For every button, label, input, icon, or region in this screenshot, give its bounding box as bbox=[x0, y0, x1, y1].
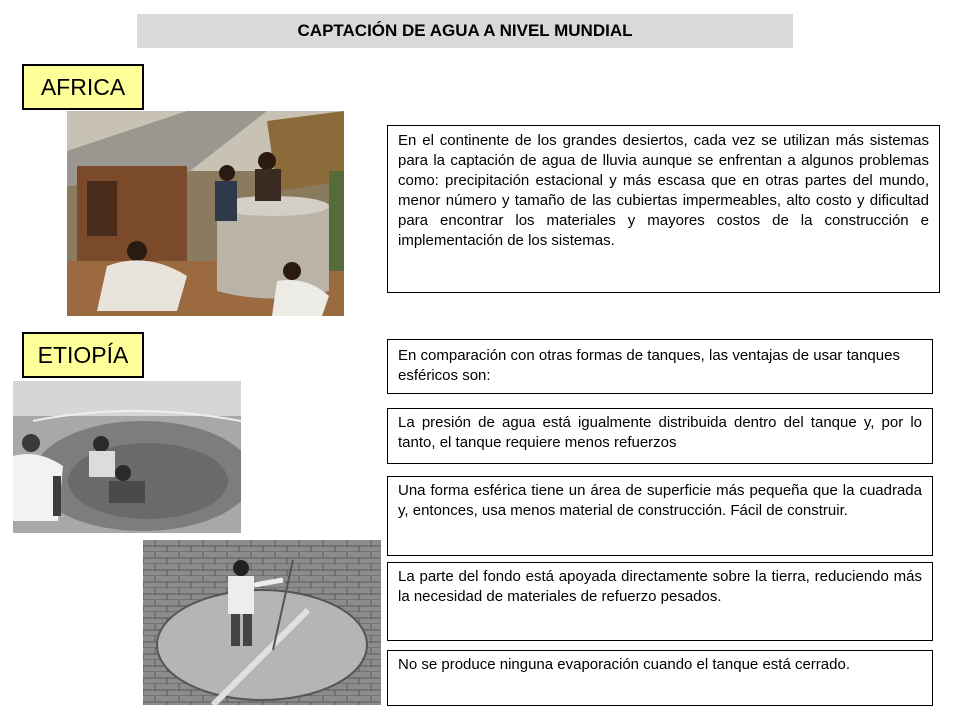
advantage-3: La parte del fondo está apoyada directamente sobre la tierra, reduciendo más la necesidad de materiales de refuerzo pesados. bbox=[387, 562, 933, 641]
africa-label: AFRICA bbox=[22, 64, 144, 110]
advantage-4: No se produce ninguna evaporación cuando el tanque está cerrado. bbox=[387, 650, 933, 706]
africa-tank-photo bbox=[67, 111, 344, 316]
etiopia-label: ETIOPÍA bbox=[22, 332, 144, 378]
etiopia-tank-construction-photo bbox=[143, 540, 381, 705]
africa-description: En el continente de los grandes desiertos, cada vez se utilizan más sistemas para la captación de agua de lluvia aunque se enfrentan a algunos problemas como: precipitación estacional y más escasa que en otras partes del mundo, menor número y tamaño de las cubiertas impermeables, alto costo y dificultad para encontrar los materiales y mayores costos de la construcción e implementación de los sistemas. bbox=[387, 125, 940, 293]
etiopia-intro: En comparación con otras formas de tanques, las ventajas de usar tanques esféricos son: bbox=[387, 339, 933, 394]
etiopia-excavation-photo bbox=[13, 381, 241, 533]
page-title: CAPTACIÓN DE AGUA A NIVEL MUNDIAL bbox=[137, 14, 793, 48]
advantage-2: Una forma esférica tiene un área de superficie más pequeña que la cuadrada y, entonces, usa menos material de construcción. Fácil de construir. bbox=[387, 476, 933, 556]
advantage-1: La presión de agua está igualmente distribuida dentro del tanque y, por lo tanto, el tanque requiere menos refuerzos bbox=[387, 408, 933, 464]
